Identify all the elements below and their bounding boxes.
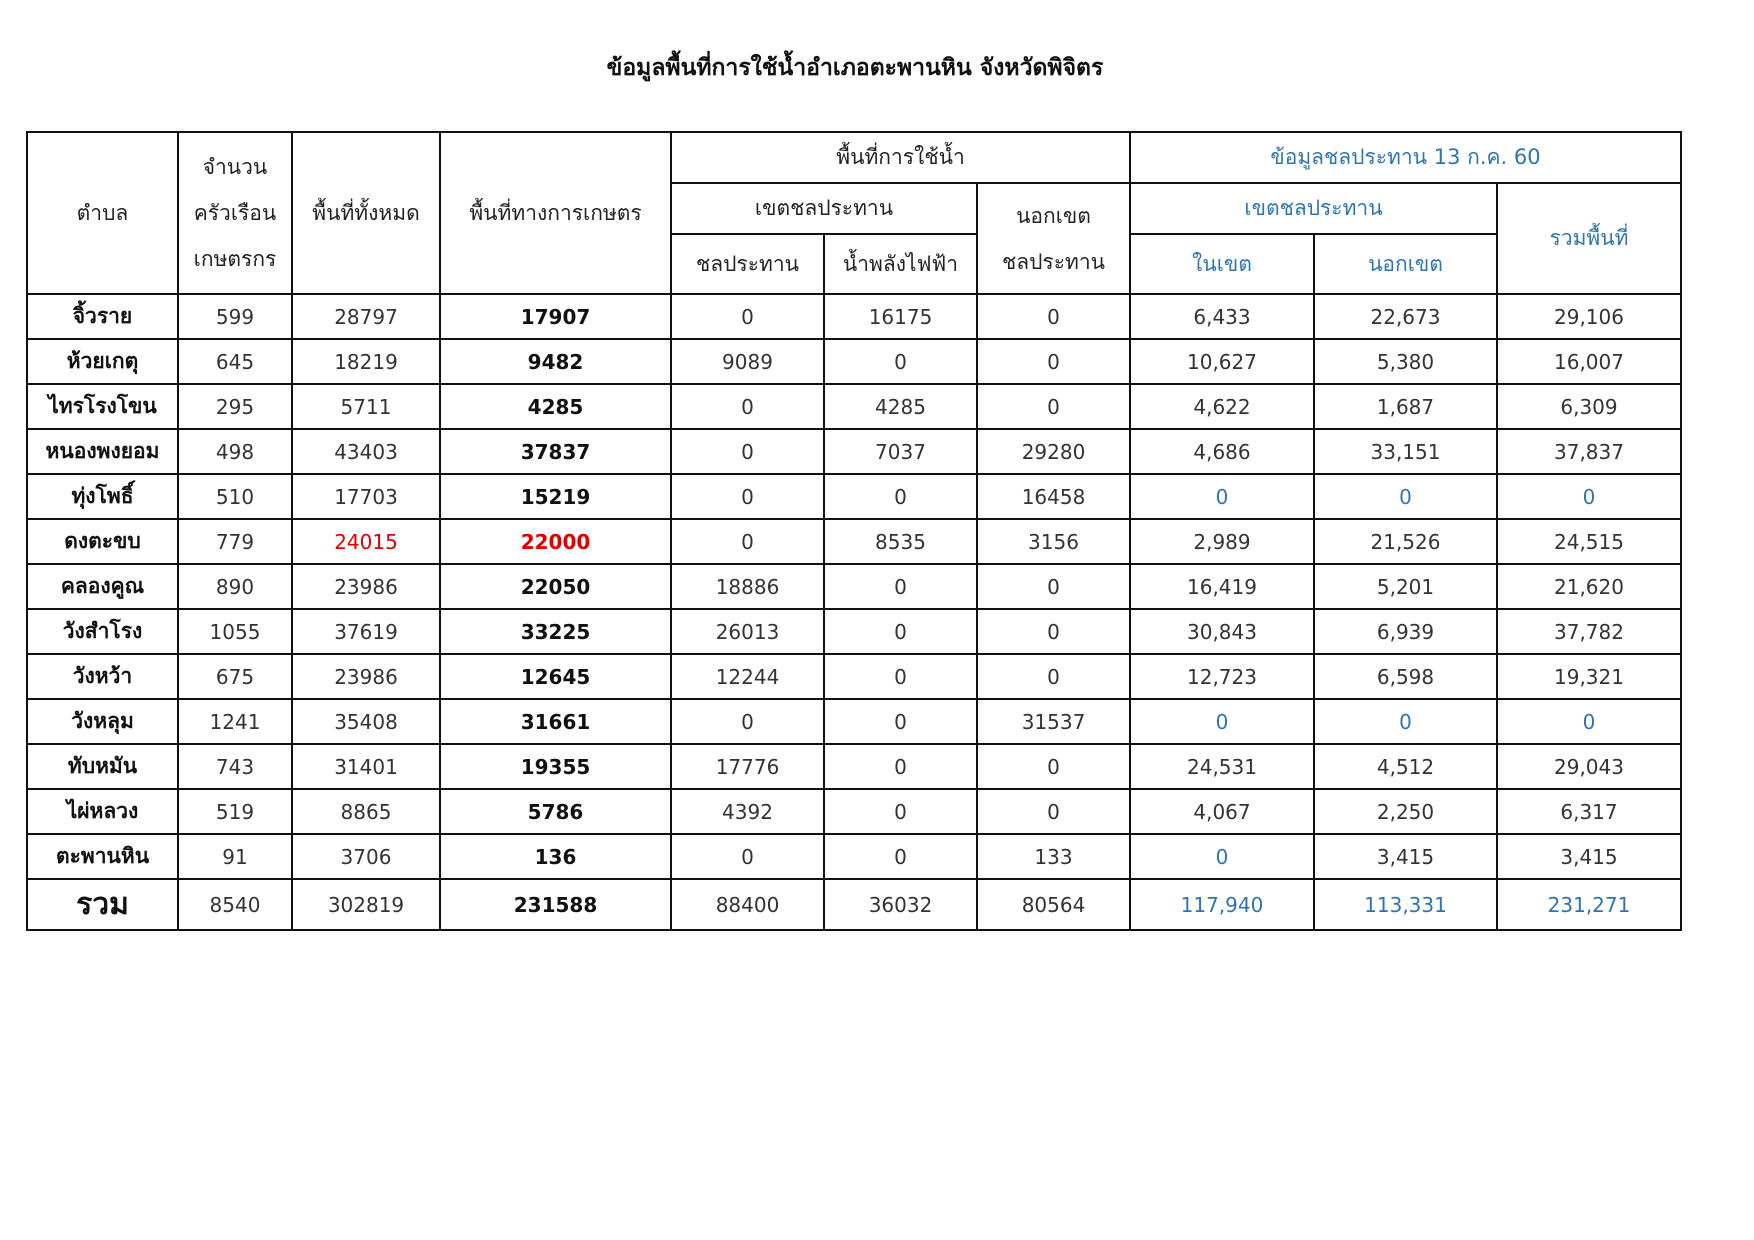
cell-households: 675 — [178, 654, 292, 699]
cell-hydro: 0 — [824, 564, 977, 609]
cell-households: 599 — [178, 294, 292, 339]
cell-inside: 6,433 — [1130, 294, 1314, 339]
table-row — [27, 429, 1681, 474]
header-households — [178, 132, 292, 294]
table-row — [27, 294, 1681, 339]
header-households-line-3: เกษตรกร — [193, 247, 277, 271]
page-title: ข้อมูลพื้นที่การใช้น้ำอำเภอตะพานหิน จังหวัดพิจิตร — [606, 55, 1104, 81]
cell-sum: 37,837 — [1497, 429, 1681, 474]
cell-outside-zone: 0 — [977, 339, 1130, 384]
table-row — [27, 654, 1681, 699]
cell-total-area: 5711 — [292, 384, 440, 429]
total-agri-area: 231588 — [440, 879, 671, 930]
cell-hydro: 0 — [824, 789, 977, 834]
cell-sum: 3,415 — [1497, 834, 1681, 879]
cell-sum: 29,106 — [1497, 294, 1681, 339]
cell-irrigation: 0 — [671, 474, 824, 519]
cell-agri-area: 5786 — [440, 789, 671, 834]
cell-sum: 16,007 — [1497, 339, 1681, 384]
cell-total-area: 37619 — [292, 609, 440, 654]
cell-total-area: 31401 — [292, 744, 440, 789]
cell-total-area: 35408 — [292, 699, 440, 744]
cell-total-area: 18219 — [292, 339, 440, 384]
cell-name: ไผ่หลวง — [27, 789, 178, 834]
cell-hydro: 0 — [824, 474, 977, 519]
cell-households: 743 — [178, 744, 292, 789]
cell-hydro: 8535 — [824, 519, 977, 564]
table-row — [27, 834, 1681, 879]
cell-outside-zone: 133 — [977, 834, 1130, 879]
cell-outside: 4,512 — [1314, 744, 1497, 789]
header-total-area-2: รวมพื้นที่ — [1497, 183, 1681, 294]
table-row — [27, 564, 1681, 609]
table-row — [27, 744, 1681, 789]
header-inside: ในเขต — [1130, 234, 1314, 294]
table-row — [27, 384, 1681, 429]
header-total-area: พื้นที่ทั้งหมด — [292, 132, 440, 294]
cell-hydro: 7037 — [824, 429, 977, 474]
cell-name: วังหว้า — [27, 654, 178, 699]
water-use-table — [26, 131, 1682, 931]
cell-agri-area: 12645 — [440, 654, 671, 699]
table-row — [27, 789, 1681, 834]
table-row — [27, 609, 1681, 654]
cell-outside-zone: 0 — [977, 609, 1130, 654]
cell-name: จิ้วราย — [27, 294, 178, 339]
cell-hydro: 16175 — [824, 294, 977, 339]
total-inside: 117,940 — [1130, 879, 1314, 930]
header-irrigation-data: ข้อมูลชลประทาน 13 ก.ค. 60 — [1130, 132, 1681, 183]
cell-outside: 2,250 — [1314, 789, 1497, 834]
cell-sum: 6,317 — [1497, 789, 1681, 834]
cell-agri-area: 4285 — [440, 384, 671, 429]
cell-sum: 21,620 — [1497, 564, 1681, 609]
cell-irrigation: 0 — [671, 699, 824, 744]
table-row — [27, 339, 1681, 384]
cell-irrigation: 0 — [671, 429, 824, 474]
table-body — [27, 294, 1681, 879]
header-outside: นอกเขต — [1314, 234, 1497, 294]
total-total-area: 302819 — [292, 879, 440, 930]
cell-outside-zone: 0 — [977, 789, 1130, 834]
cell-agri-area: 15219 — [440, 474, 671, 519]
cell-outside: 5,380 — [1314, 339, 1497, 384]
cell-name: ตะพานหิน — [27, 834, 178, 879]
cell-sum: 0 — [1497, 699, 1681, 744]
cell-irrigation: 17776 — [671, 744, 824, 789]
cell-sum: 37,782 — [1497, 609, 1681, 654]
cell-agri-area: 17907 — [440, 294, 671, 339]
cell-agri-area: 9482 — [440, 339, 671, 384]
cell-irrigation: 12244 — [671, 654, 824, 699]
cell-total-area: 24015 — [292, 519, 440, 564]
cell-irrigation: 0 — [671, 834, 824, 879]
cell-inside: 0 — [1130, 474, 1314, 519]
cell-hydro: 0 — [824, 699, 977, 744]
cell-name: ห้วยเกตุ — [27, 339, 178, 384]
cell-total-area: 28797 — [292, 294, 440, 339]
cell-inside: 4,686 — [1130, 429, 1314, 474]
cell-sum: 24,515 — [1497, 519, 1681, 564]
header-households-line-1: จำนวน — [202, 155, 268, 179]
cell-outside-zone: 0 — [977, 744, 1130, 789]
cell-name: ดงตะขบ — [27, 519, 178, 564]
cell-hydro: 0 — [824, 744, 977, 789]
cell-name: ทับหมัน — [27, 744, 178, 789]
header-irrigation: ชลประทาน — [671, 234, 824, 294]
cell-total-area: 23986 — [292, 564, 440, 609]
cell-irrigation: 0 — [671, 294, 824, 339]
header-water-use: พื้นที่การใช้น้ำ — [671, 132, 1130, 183]
cell-outside: 5,201 — [1314, 564, 1497, 609]
cell-outside-zone: 29280 — [977, 429, 1130, 474]
cell-inside: 2,989 — [1130, 519, 1314, 564]
cell-outside-zone: 3156 — [977, 519, 1130, 564]
cell-inside: 16,419 — [1130, 564, 1314, 609]
total-sum: 231,271 — [1497, 879, 1681, 930]
cell-inside: 0 — [1130, 699, 1314, 744]
total-hydro: 36032 — [824, 879, 977, 930]
table-row — [27, 474, 1681, 519]
cell-agri-area: 37837 — [440, 429, 671, 474]
header-households-line-2: ครัวเรือน — [193, 201, 277, 225]
total-label: รวม — [27, 879, 178, 930]
cell-outside: 1,687 — [1314, 384, 1497, 429]
cell-irrigation: 26013 — [671, 609, 824, 654]
header-outside-zone — [977, 183, 1130, 294]
cell-hydro: 0 — [824, 834, 977, 879]
cell-inside: 12,723 — [1130, 654, 1314, 699]
cell-name: วังสำโรง — [27, 609, 178, 654]
cell-irrigation: 0 — [671, 384, 824, 429]
cell-outside: 6,598 — [1314, 654, 1497, 699]
cell-irrigation: 9089 — [671, 339, 824, 384]
cell-hydro: 4285 — [824, 384, 977, 429]
cell-total-area: 3706 — [292, 834, 440, 879]
cell-irrigation: 0 — [671, 519, 824, 564]
cell-households: 91 — [178, 834, 292, 879]
cell-outside-zone: 0 — [977, 384, 1130, 429]
cell-inside: 4,067 — [1130, 789, 1314, 834]
table-row — [27, 519, 1681, 564]
cell-outside: 21,526 — [1314, 519, 1497, 564]
table-row — [27, 699, 1681, 744]
cell-agri-area: 19355 — [440, 744, 671, 789]
total-outside: 113,331 — [1314, 879, 1497, 930]
cell-outside: 6,939 — [1314, 609, 1497, 654]
cell-name: วังหลุม — [27, 699, 178, 744]
cell-hydro: 0 — [824, 654, 977, 699]
cell-name: คลองคูณ — [27, 564, 178, 609]
cell-total-area: 8865 — [292, 789, 440, 834]
header-outside-zone-line-2: ชลประทาน — [1001, 249, 1105, 274]
cell-outside: 33,151 — [1314, 429, 1497, 474]
cell-outside: 0 — [1314, 474, 1497, 519]
cell-outside-zone: 31537 — [977, 699, 1130, 744]
total-outside-zone: 80564 — [977, 879, 1130, 930]
header-agri-area: พื้นที่ทางการเกษตร — [440, 132, 671, 294]
cell-households: 779 — [178, 519, 292, 564]
cell-agri-area: 33225 — [440, 609, 671, 654]
cell-households: 498 — [178, 429, 292, 474]
cell-households: 890 — [178, 564, 292, 609]
cell-households: 1241 — [178, 699, 292, 744]
cell-households: 645 — [178, 339, 292, 384]
total-households: 8540 — [178, 879, 292, 930]
cell-agri-area: 31661 — [440, 699, 671, 744]
cell-sum: 29,043 — [1497, 744, 1681, 789]
cell-sum: 6,309 — [1497, 384, 1681, 429]
cell-agri-area: 22000 — [440, 519, 671, 564]
cell-inside: 30,843 — [1130, 609, 1314, 654]
cell-households: 1055 — [178, 609, 292, 654]
cell-name: ทุ่งโพธิ์ — [27, 474, 178, 519]
cell-households: 519 — [178, 789, 292, 834]
cell-sum: 19,321 — [1497, 654, 1681, 699]
cell-irrigation: 18886 — [671, 564, 824, 609]
cell-households: 510 — [178, 474, 292, 519]
cell-inside: 10,627 — [1130, 339, 1314, 384]
cell-outside: 0 — [1314, 699, 1497, 744]
header-hydro: น้ำพลังไฟฟ้า — [824, 234, 977, 294]
cell-hydro: 0 — [824, 609, 977, 654]
header-irrigation-zone: เขตชลประทาน — [671, 183, 977, 234]
header-tambon: ตำบล — [27, 132, 178, 294]
header-irrigation-zone-2: เขตชลประทาน — [1130, 183, 1497, 234]
cell-inside: 4,622 — [1130, 384, 1314, 429]
cell-outside: 3,415 — [1314, 834, 1497, 879]
cell-sum: 0 — [1497, 474, 1681, 519]
cell-inside: 0 — [1130, 834, 1314, 879]
cell-agri-area: 136 — [440, 834, 671, 879]
total-irrigation: 88400 — [671, 879, 824, 930]
cell-outside-zone: 16458 — [977, 474, 1130, 519]
cell-agri-area: 22050 — [440, 564, 671, 609]
cell-total-area: 43403 — [292, 429, 440, 474]
cell-outside: 22,673 — [1314, 294, 1497, 339]
header-outside-zone-line-1: นอกเขต — [1016, 203, 1091, 228]
cell-name: ไทรโรงโขน — [27, 384, 178, 429]
cell-hydro: 0 — [824, 339, 977, 384]
cell-inside: 24,531 — [1130, 744, 1314, 789]
total-row — [27, 879, 1681, 930]
cell-outside-zone: 0 — [977, 654, 1130, 699]
cell-outside-zone: 0 — [977, 294, 1130, 339]
cell-outside-zone: 0 — [977, 564, 1130, 609]
cell-irrigation: 4392 — [671, 789, 824, 834]
cell-total-area: 17703 — [292, 474, 440, 519]
cell-name: หนองพงยอม — [27, 429, 178, 474]
cell-total-area: 23986 — [292, 654, 440, 699]
cell-households: 295 — [178, 384, 292, 429]
